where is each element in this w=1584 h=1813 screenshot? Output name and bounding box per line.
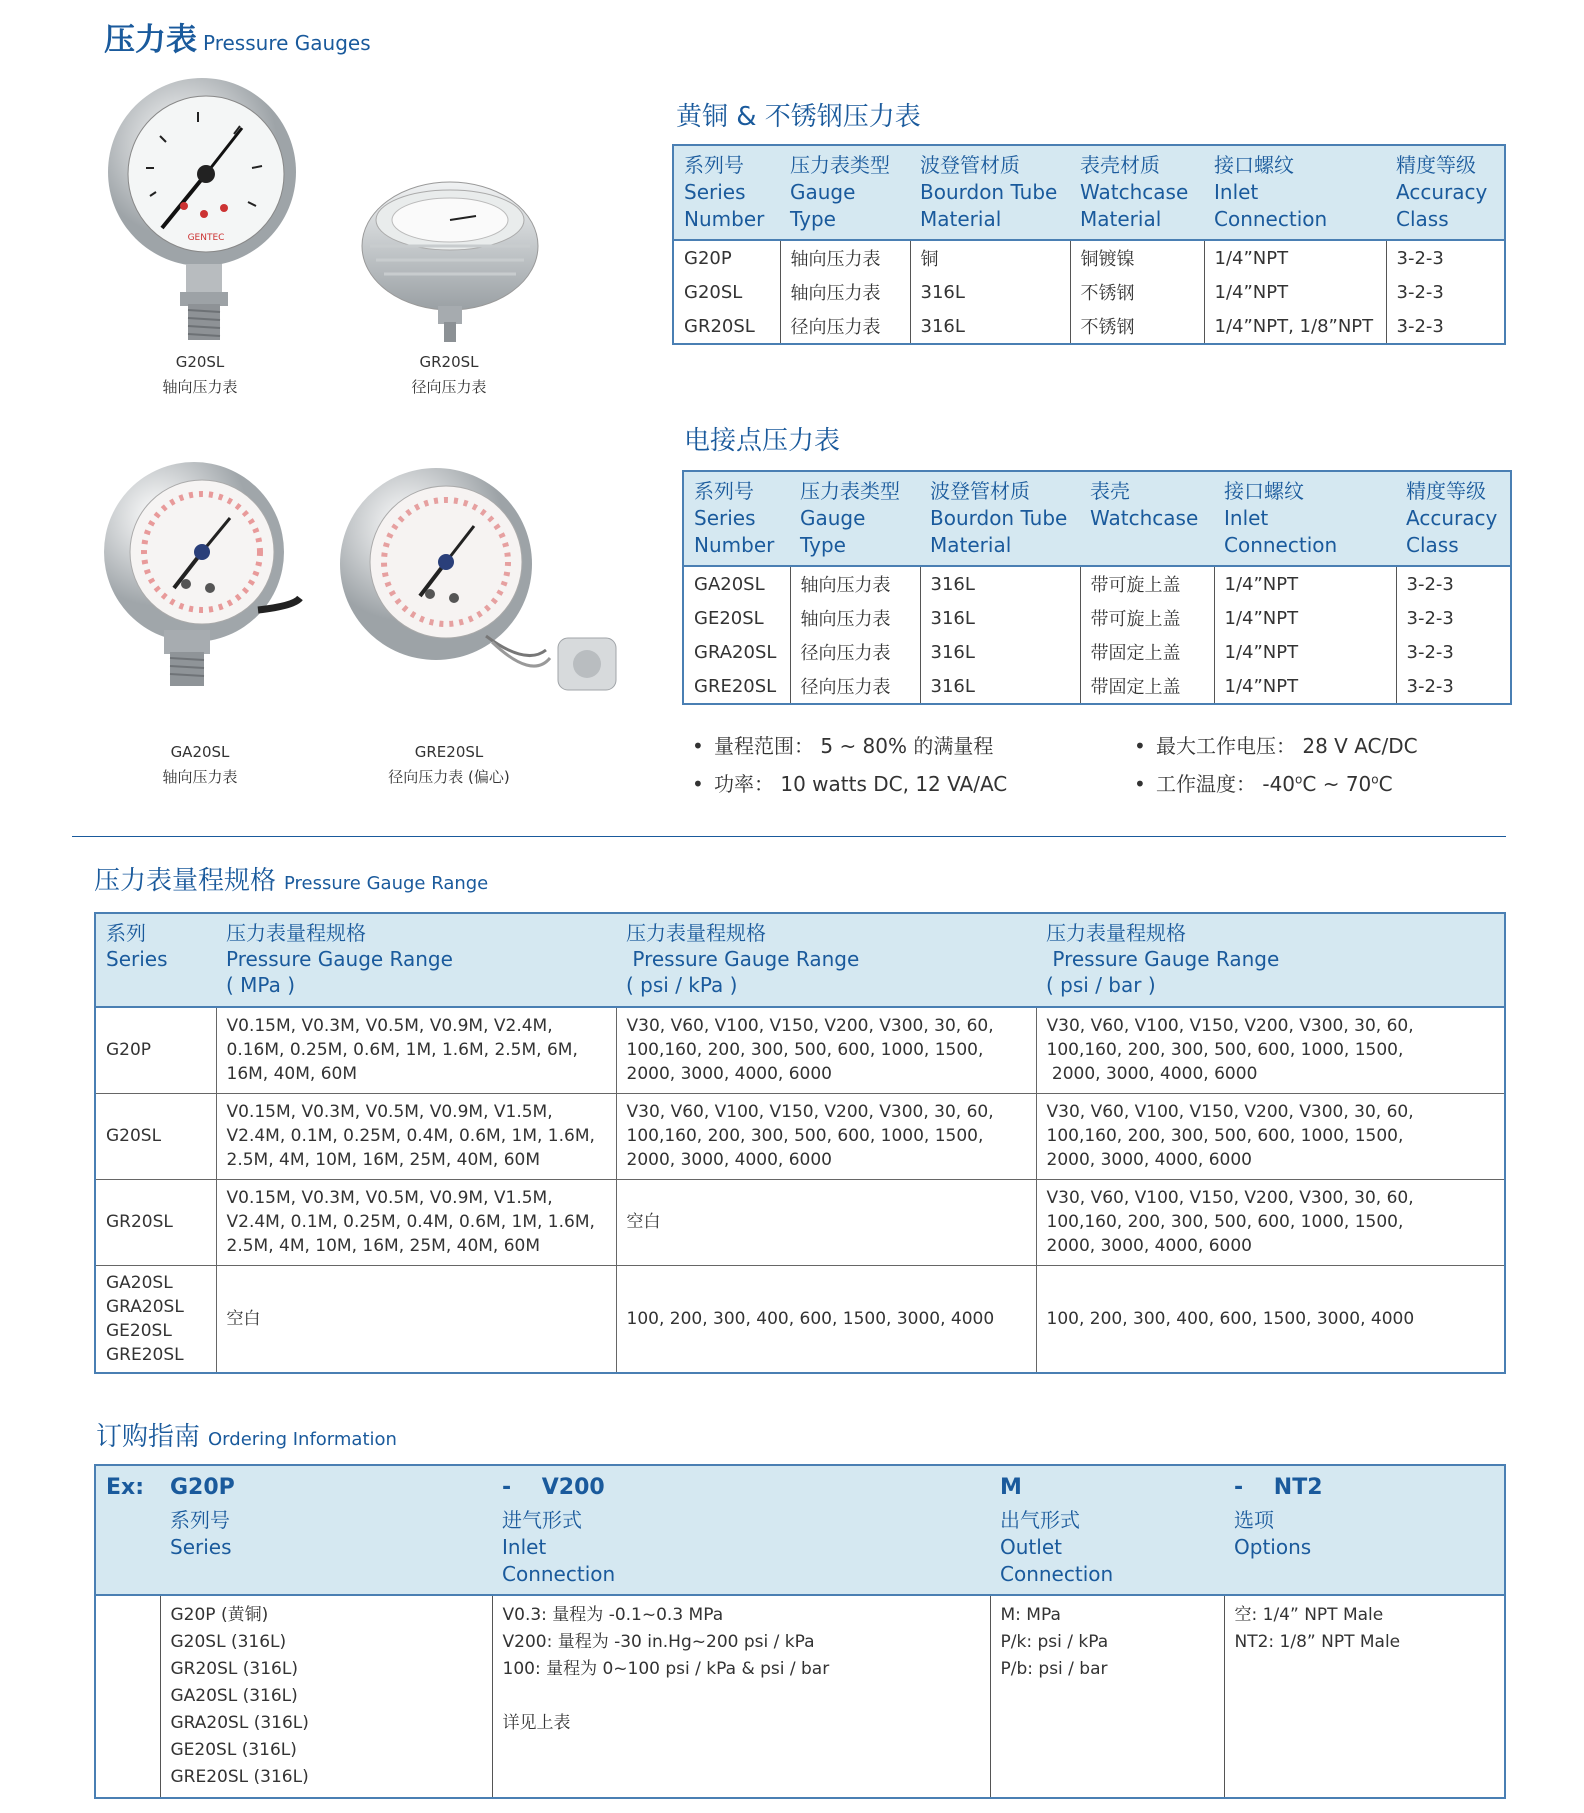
table-cell: 316L [920, 566, 1080, 601]
range-table-header [95, 913, 1505, 1007]
photo-model: G20SL [175, 353, 225, 371]
ordering-body-row [95, 1595, 1505, 1798]
table-cell: 3-2-3 [1396, 635, 1511, 669]
example-series: G20P [160, 1465, 492, 1503]
ordering-header-row [95, 1503, 1505, 1595]
header-cell: 精度等级 Accuracy Class [1386, 145, 1505, 240]
header-cell: 接口螺纹 Inlet Connection [1204, 145, 1386, 240]
example-outlet: M [990, 1465, 1224, 1503]
table-cell: GR20SL [95, 1179, 216, 1265]
header-cell: 选项 Options [1224, 1503, 1505, 1595]
table-cell: 带固定上盖 [1080, 635, 1214, 669]
spec-power: • 功率： 10 watts DC, 12 VA/AC [692, 772, 1008, 796]
spec-range: • 量程范围： 5 ~ 80% 的满量程 [692, 734, 994, 758]
electric-table [682, 470, 1512, 705]
table-cell: 径向压力表 [790, 635, 920, 669]
table-cell: 3-2-3 [1386, 275, 1505, 309]
spec-voltage: • 最大工作电压： 28 V AC/DC [1134, 734, 1418, 758]
photo-model: GR20SL [419, 353, 479, 371]
header-cell: 压力表类型 Gauge Type [790, 471, 920, 566]
table-cell: 铜镀镍 [1070, 240, 1204, 275]
table-cell: V0.15M, V0.3M, V0.5M, V0.9M, V2.4M, 0.16M, 0.25M, 0.6M, 1M, 1.6M, 2.5M, 6M, 16M, 40M, 60M [216, 1007, 616, 1093]
table-cell: 1/4”NPT [1214, 566, 1396, 601]
table-cell: GRE20SL [694, 675, 777, 697]
inlet-list: V0.3: 量程为 -0.1~0.3 MPa V200: 量程为 -30 in.Hg~200 psi / kPa 100: 量程为 0~100 psi / kPa & psi / bar 详见上表 [492, 1595, 990, 1798]
photo-desc: 径向压力表 (偏心) [388, 768, 510, 786]
page-title-en: Pressure Gauges [203, 31, 371, 55]
header-cell: 系列号 Series Number [683, 471, 790, 566]
table-cell: G20SL [95, 1093, 216, 1179]
body-spacer [95, 1595, 160, 1798]
table-cell: 316L [920, 601, 1080, 635]
table-cell: 1/4”NPT [1204, 275, 1386, 309]
range-section-title: 压力表量程规格 Pressure Gauge Range [94, 866, 489, 896]
table-cell: V30, V60, V100, V150, V200, V300, 30, 60, 100,160, 200, 300, 500, 600, 1000, 1500, 2000, 3000, 4000, 6000 [1036, 1179, 1505, 1265]
table-cell: V30, V60, V100, V150, V200, V300, 30, 60, 100,160, 200, 300, 500, 600, 1000, 1500, 2000, 3000, 4000, 6000 [616, 1093, 1036, 1179]
header-cell: 系列号 Series Number [673, 145, 780, 240]
table-cell: G20P [684, 247, 732, 269]
table-cell: 100, 200, 300, 400, 600, 1500, 3000, 4000 [616, 1265, 1036, 1373]
table-cell: GRA20SL [694, 641, 777, 663]
table-cell: 1/4”NPT, 1/8”NPT [1204, 309, 1386, 344]
electric-table-header [683, 471, 1511, 566]
table-row [673, 309, 1505, 344]
table-cell: 轴向压力表 [790, 566, 920, 601]
table-row [95, 1265, 1505, 1373]
table-cell: 3-2-3 [1396, 601, 1511, 635]
range-table [94, 912, 1506, 1374]
table-cell: 1/4”NPT [1214, 601, 1396, 635]
table-cell: V30, V60, V100, V150, V200, V300, 30, 60, 100,160, 200, 300, 500, 600, 1000, 1500, 2000, 3000, 4000, 6000 [616, 1007, 1036, 1093]
table-cell: V30, V60, V100, V150, V200, V300, 30, 60, 100,160, 200, 300, 500, 600, 1000, 1500, 2000, 3000, 4000, 6000 [1036, 1007, 1505, 1093]
header-cell: 出气形式 Outlet Connection [990, 1503, 1224, 1595]
table-cell: 3-2-3 [1396, 669, 1511, 704]
table-cell: 3-2-3 [1386, 240, 1505, 275]
table-row [95, 1093, 1505, 1179]
table-cell: 轴向压力表 [790, 601, 920, 635]
header-cell: 压力表类型 Gauge Type [780, 145, 910, 240]
table-row [683, 566, 1511, 601]
header-cell: 进气形式 Inlet Connection [492, 1503, 990, 1595]
photo-caption-g20sl [120, 350, 280, 400]
outlet-list: M: MPa P/k: psi / kPa P/b: psi / bar [990, 1595, 1224, 1798]
gauge-photo-gre20sl [336, 466, 636, 716]
header-cell: 压力表量程规格 Pressure Gauge Range ( psi / kPa ) [616, 913, 1036, 1007]
photo-desc: 轴向压力表 [162, 378, 238, 396]
table-cell: 100, 200, 300, 400, 600, 1500, 3000, 4000 [1036, 1265, 1505, 1373]
table-cell: V30, V60, V100, V150, V200, V300, 30, 60, 100,160, 200, 300, 500, 600, 1000, 1500, 2000, 3000, 4000, 6000 [1036, 1093, 1505, 1179]
table-cell: GA20SL [694, 573, 765, 595]
table-cell: 316L [910, 309, 1070, 344]
header-cell: 表壳材质 Watchcase Material [1070, 145, 1204, 240]
table-row [673, 275, 1505, 309]
table-cell: 3-2-3 [1386, 309, 1505, 344]
photo-caption-gre20sl [349, 740, 549, 790]
table-row [683, 669, 1511, 704]
table-cell: GE20SL [694, 607, 764, 629]
example-option: - NT2 [1224, 1465, 1505, 1503]
gauge-photo-gr20sl [356, 176, 546, 346]
ordering-table [94, 1464, 1506, 1799]
photo-model: GRE20SL [414, 743, 484, 761]
brass-table-title: 黄铜 & 不锈钢压力表 [676, 102, 921, 132]
table-cell: 轴向压力表 [780, 240, 910, 275]
brass-table-header [673, 145, 1505, 240]
table-cell: 316L [910, 275, 1070, 309]
photo-caption-gr20sl [369, 350, 529, 400]
example-inlet: - V200 [492, 1465, 990, 1503]
table-cell: 1/4”NPT [1204, 240, 1386, 275]
brass-table [672, 144, 1506, 345]
header-cell: 系列号 Series [160, 1503, 492, 1595]
table-cell: 不锈钢 [1070, 309, 1204, 344]
table-cell: G20SL [684, 281, 743, 303]
table-cell: V0.15M, V0.3M, V0.5M, V0.9M, V1.5M, V2.4M, 0.1M, 0.25M, 0.4M, 0.6M, 1M, 1.6M, 2.5M, 4M, 10M, 16M, 25M, 40M, 60M [216, 1093, 616, 1179]
spec-temperature: • 工作温度： -40$^o$C ~ 70$^o$C [1134, 772, 1393, 796]
table-row [673, 240, 1505, 275]
header-spacer [95, 1503, 160, 1595]
table-row [95, 1007, 1505, 1093]
photo-desc: 径向压力表 [411, 378, 487, 396]
table-cell: 不锈钢 [1070, 275, 1204, 309]
table-cell: 1/4”NPT [1214, 669, 1396, 704]
table-cell: 1/4”NPT [1214, 635, 1396, 669]
table-cell: 316L [920, 669, 1080, 704]
page-title [104, 14, 371, 59]
table-cell: 径向压力表 [780, 309, 910, 344]
table-cell: 空白 [216, 1265, 616, 1373]
table-row [95, 1179, 1505, 1265]
ordering-example-row [95, 1465, 1505, 1503]
table-cell: 3-2-3 [1396, 566, 1511, 601]
table-cell: 轴向压力表 [780, 275, 910, 309]
series-list: G20P (黄铜) G20SL (316L) GR20SL (316L) GA20SL (316L) GRA20SL (316L) GE20SL (316L) GRE20SL (316L) [160, 1595, 492, 1798]
photo-caption-ga20sl [120, 740, 280, 790]
header-cell: 压力表量程规格 Pressure Gauge Range ( psi / bar ) [1036, 913, 1505, 1007]
table-cell: 316L [920, 635, 1080, 669]
option-list: 空: 1/4” NPT Male NT2: 1/8” NPT Male [1224, 1595, 1505, 1798]
example-label: Ex: [95, 1465, 160, 1503]
header-cell: 压力表量程规格 Pressure Gauge Range ( MPa ) [216, 913, 616, 1007]
table-cell: 带可旋上盖 [1080, 601, 1214, 635]
header-cell: 波登管材质 Bourdon Tube Material [910, 145, 1070, 240]
table-cell: V0.15M, V0.3M, V0.5M, V0.9M, V1.5M, V2.4M, 0.1M, 0.25M, 0.4M, 0.6M, 1M, 1.6M, 2.5M, 4M, 10M, 16M, 25M, 40M, 60M [216, 1179, 616, 1265]
table-cell: 带固定上盖 [1080, 669, 1214, 704]
table-cell: 空白 [616, 1179, 1036, 1265]
table-row [683, 601, 1511, 635]
table-cell: G20P [95, 1007, 216, 1093]
gauge-brand: GENTEC [187, 233, 225, 243]
section-divider [72, 836, 1506, 837]
gauge-photo-ga20sl [98, 460, 308, 690]
table-cell: GA20SL GRA20SL GE20SL GRE20SL [95, 1265, 216, 1373]
table-cell: 带可旋上盖 [1080, 566, 1214, 601]
table-row [683, 635, 1511, 669]
ordering-title: 订购指南 Ordering Information [96, 1422, 397, 1452]
header-cell: 接口螺纹 Inlet Connection [1214, 471, 1396, 566]
header-cell: 精度等级 Accuracy Class [1396, 471, 1511, 566]
page-title-cn: 压力表 [104, 22, 197, 58]
header-cell: 表壳 Watchcase [1080, 471, 1214, 566]
photo-model: GA20SL [170, 743, 230, 761]
table-cell: 径向压力表 [790, 669, 920, 704]
table-cell: 铜 [910, 240, 1070, 275]
electric-table-title: 电接点压力表 [684, 426, 841, 456]
photo-desc: 轴向压力表 [162, 768, 238, 786]
header-cell: 系列 Series [95, 913, 216, 1007]
header-cell: 波登管材质 Bourdon Tube Material [920, 471, 1080, 566]
gauge-photo-g20sl [100, 76, 300, 346]
table-cell: GR20SL [684, 315, 755, 337]
